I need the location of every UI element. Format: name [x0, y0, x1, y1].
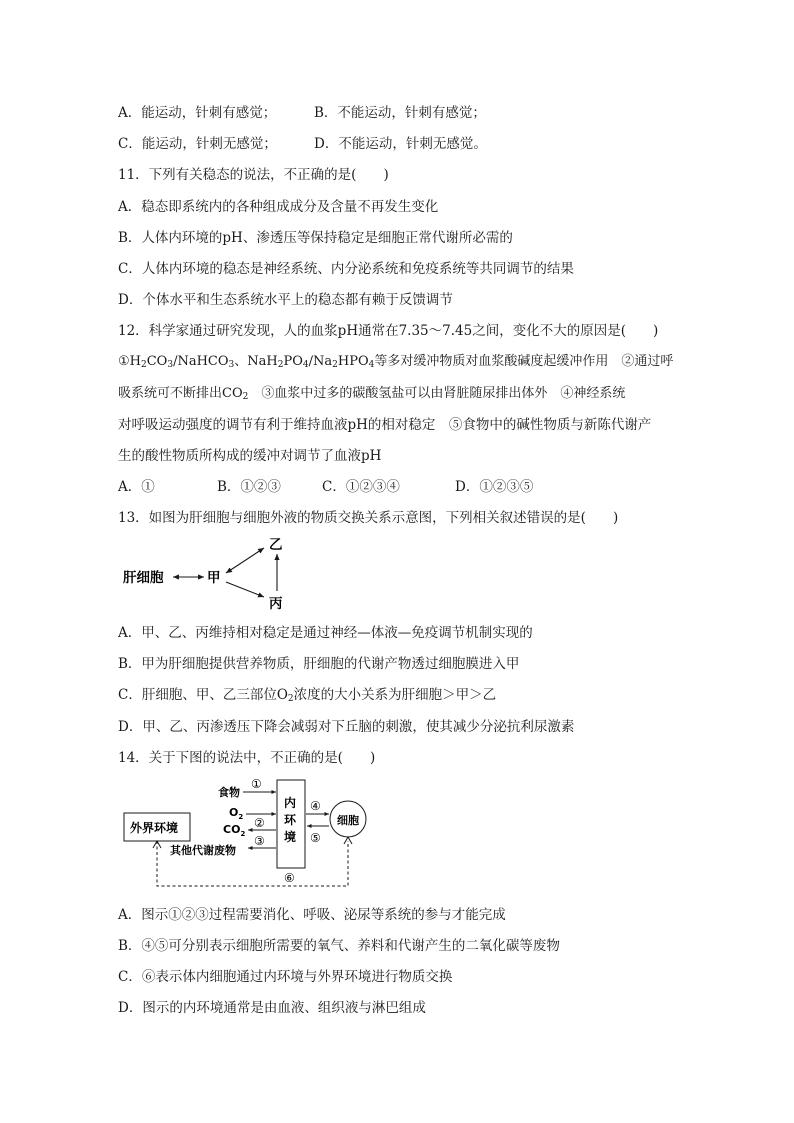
q14-label-inner-2: 环 — [284, 813, 297, 827]
q14-num-6: ⑥ — [284, 871, 295, 885]
q14-option-d: D．图示的内环境通常是由血液、组织液与淋巴组成 — [118, 1000, 426, 1016]
q10-option-a: A．能运动，针刺有感觉； — [118, 105, 277, 121]
q13-label-yi: 乙 — [269, 537, 283, 553]
q12-statement-line2: 吸系统可不断排出$CO_2$ ③血浆中过多的碳酸氢盐可以由肾脏随尿排出体外 ④神经系统 — [118, 386, 626, 402]
q13-option-a: A．甲、乙、丙维持相对稳定是通过神经—体液—免疫调节机制实现的 — [118, 625, 533, 641]
q12-option-b: B．①②③ — [217, 479, 281, 495]
q13-option-d: D．甲、乙、丙渗透压下降会减弱对下丘脑的刺激，使其减少分泌抗利尿激素 — [118, 719, 575, 735]
q13-option-b: B．甲为肝细胞提供营养物质，肝细胞的代谢产物透过细胞膜进入甲 — [118, 656, 520, 672]
q12-stem: 12．科学家通过研究发现，人的血浆pH通常在7.35～7.45之间，变化不大的原因是( ) — [118, 323, 659, 339]
q10-option-d: D．不能运动，针刺无感觉。 — [314, 136, 487, 152]
q14-label-inner-1: 内 — [284, 796, 297, 810]
q11-option-d: D．个体水平和生态系统水平上的稳态都有赖于反馈调节 — [118, 292, 453, 308]
q11-option-b: B．人体内环境的pH、渗透压等保持稳定是细胞正常代谢所必需的 — [118, 230, 513, 246]
q13-label-jia: 甲 — [207, 570, 221, 586]
q14-label-food: 食物 — [218, 786, 240, 799]
q14-num-1: ① — [251, 777, 262, 791]
q12-option-d: D．①②③⑤ — [455, 479, 534, 495]
q10-option-b: B．不能运动，针刺有感觉； — [314, 105, 486, 121]
q10-option-c: C．能运动，针刺无感觉； — [118, 136, 277, 152]
q13-label-bing: 丙 — [269, 596, 283, 612]
q12-statement-line4: 生的酸性物质所构成的缓冲对调节了血液pH — [118, 448, 382, 464]
q14-num-5: ⑤ — [310, 831, 321, 845]
q12-statement-line3: 对呼吸运动强度的调节有利于维持血液pH的相对稳定 ⑤食物中的碱性物质与新陈代谢产 — [118, 417, 652, 433]
q14-num-3: ③ — [254, 834, 265, 848]
q14-label-waste: 其他代谢废物 — [170, 844, 236, 857]
q11-stem: 11．下列有关稳态的说法，不正确的是( ) — [118, 167, 389, 183]
q14-label-inner-3: 境 — [284, 830, 297, 844]
q11-option-a: A．稳态即系统内的各种组成成分及含量不再发生变化 — [118, 199, 439, 215]
q14-label-outer-environment: 外界环境 — [130, 821, 179, 835]
q14-num-4: ④ — [310, 799, 321, 813]
q13-option-c: C．肝细胞、甲、乙三部位$O_2$浓度的大小关系为肝细胞＞甲＞乙 — [118, 687, 497, 704]
q14-dashed-arrowhead-cell — [344, 837, 352, 844]
q14-option-c: C．⑥表示体内细胞通过内环境与外界环境进行物质交换 — [118, 969, 453, 985]
q12-statement-line1: $①H_2CO_3/NaHCO_3$、$NaH_2PO_4/Na_2HPO_4$等多对缓冲物质对血浆酸碱度起缓冲作用 ②通过呼 — [118, 354, 674, 370]
q14-stem: 14．关于下图的说法中，不正确的是( ) — [118, 750, 376, 766]
q13-diagram — [118, 530, 318, 614]
q14-option-a: A．图示①②③过程需要消化、呼吸、泌尿等系统的参与才能完成 — [118, 907, 506, 923]
q12-option-a: A．① — [118, 479, 155, 495]
q13-arrow-jia-bing — [226, 582, 264, 597]
q12-option-c: C．①②③④ — [322, 479, 400, 495]
q14-label-o2: $O_2$ — [229, 806, 244, 821]
q14-label-co2: $CO_2$ — [223, 823, 246, 838]
q14-num-2: ② — [254, 816, 265, 830]
q14-label-cell: 细胞 — [337, 814, 359, 827]
q14-option-b: B．④⑤可分别表示细胞所需要的氧气、养料和代谢产生的二氧化碳等废物 — [118, 938, 560, 954]
q13-label-liver: 肝细胞 — [123, 570, 164, 586]
q11-option-c: C．人体内环境的稳态是神经系统、内分泌系统和免疫系统等共同调节的结果 — [118, 261, 574, 277]
q13-arrow-jia-yi — [226, 548, 264, 573]
q13-stem: 13．如图为肝细胞与细胞外液的物质交换关系示意图，下列相关叙述错误的是( ) — [118, 510, 619, 526]
q14-diagram — [118, 774, 388, 894]
